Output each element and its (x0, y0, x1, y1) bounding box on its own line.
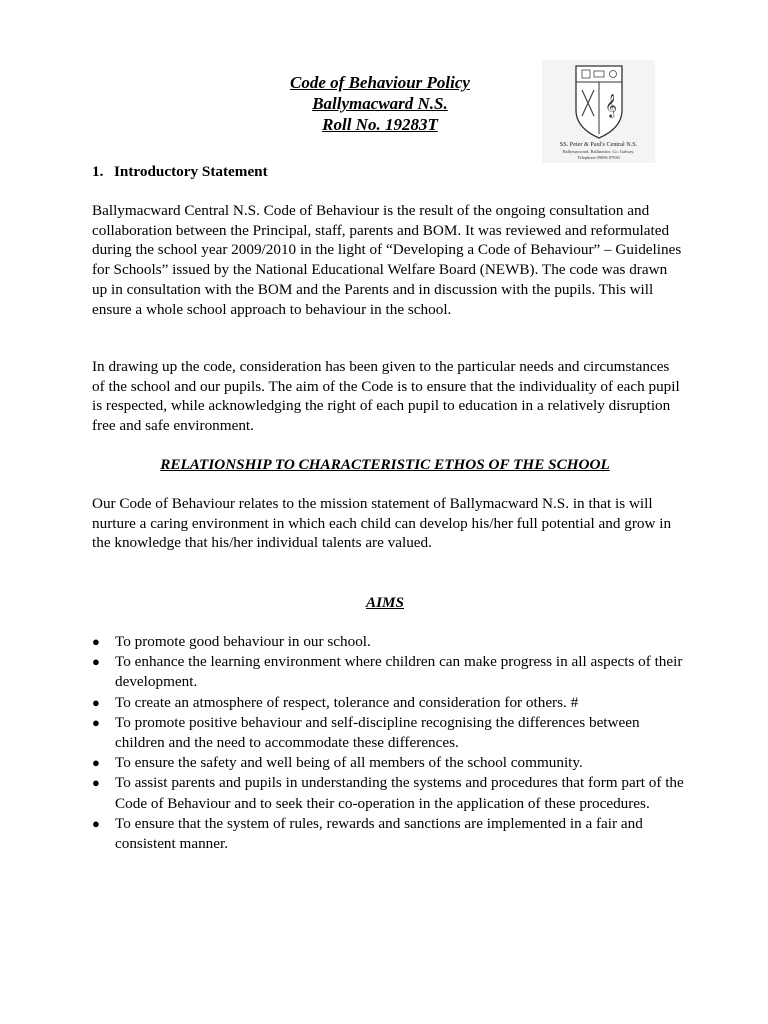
crest-caption-2: Ballymacward, Ballinasloe, Co. Galway. (562, 149, 635, 154)
aims-item-text: To ensure that the system of rules, rewards and sanctions are implemented in a fair and consistent manner. (115, 814, 643, 853)
ethos-paragraph (92, 494, 682, 553)
document-title: Code of Behaviour Policy (290, 73, 470, 92)
aims-item-text: To create an atmosphere of respect, tolerance and consideration for others. # (115, 693, 579, 711)
school-name: Ballymacward N.S. (312, 94, 448, 113)
aims-list (92, 632, 692, 854)
title-block (200, 72, 560, 135)
roll-number: Roll No. 19283T (322, 115, 438, 134)
intro-paragraph-1-text: Ballymacward Central N.S. Code of Behaviour is the result of the ongoing consultation and collaboration between the Principal, staff, parents and BOM. It was reviewed and reformulated during the school year 2009/2010 in the light of “Developing a Code of Behaviour” – Guidelines for Schools” issued by the National Educational Welfare Board (NEWB). The code was drawn up in consultation with the BOM and the Parents and in discussion with the pupils. This will ensure a whole school approach to behaviour in the school. (92, 202, 682, 318)
aims-item-text: To assist parents and pupils in understanding the systems and procedures that form part of the Code of Behaviour and to seek their co-operation in the application of these procedures. (115, 774, 684, 812)
bullet-icon: ● (92, 775, 100, 791)
aims-list-item (92, 773, 692, 813)
section-heading-text: Introductory Statement (114, 163, 268, 180)
school-crest-logo (542, 60, 655, 163)
aims-list-item (92, 713, 692, 753)
aims-list-item (92, 632, 692, 652)
intro-paragraph-2 (92, 357, 682, 436)
aims-item-text: To enhance the learning environment where children can make progress in all aspects of their development. (115, 653, 683, 691)
aims-item-text: To ensure the safety and well being of all members of the school community. (115, 754, 583, 772)
bullet-icon: ● (92, 654, 100, 670)
aims-item-text: To promote positive behaviour and self-discipline recognising the differences between children and the need to accommodate these differences. (115, 713, 640, 752)
aims-list-item (92, 693, 692, 713)
ethos-paragraph-text: Our Code of Behaviour relates to the mission statement of Ballymacward N.S. in that is will nurture a caring environment in which each child can develop his/her full potential and grow in the knowledge that his/her individual talents are valued. (92, 495, 672, 552)
aims-heading: AIMS (366, 594, 404, 611)
bullet-icon: ● (92, 634, 100, 649)
section-heading-introductory (92, 162, 268, 181)
crest-caption-1: SS. Peter & Paul's Central N.S. (559, 141, 638, 148)
section-number: 1. (92, 163, 104, 180)
aims-item-text: To promote good behaviour in our school. (115, 633, 371, 650)
ethos-heading: RELATIONSHIP TO CHARACTERISTIC ETHOS OF THE SCHOOL (160, 456, 610, 473)
bullet-icon: ● (92, 755, 100, 771)
intro-paragraph-1 (92, 201, 682, 319)
aims-list-item (92, 652, 692, 692)
crest-caption-3: Telephone 09096 87030 (577, 155, 620, 160)
svg-text:𝄞: 𝄞 (605, 93, 617, 117)
aims-list-item (92, 814, 692, 854)
intro-paragraph-2-text: In drawing up the code, consideration has been given to the particular needs and circumstances of the school and our pupils. The aim of the Code is to ensure that the individuality of each pupil is respected, while acknowledging the right of each pupil to education in a relatively disruption free and safe environment. (92, 358, 680, 435)
bullet-icon: ● (92, 714, 100, 730)
aims-list-item (92, 753, 692, 773)
bullet-icon: ● (92, 815, 100, 831)
bullet-icon: ● (92, 694, 100, 710)
